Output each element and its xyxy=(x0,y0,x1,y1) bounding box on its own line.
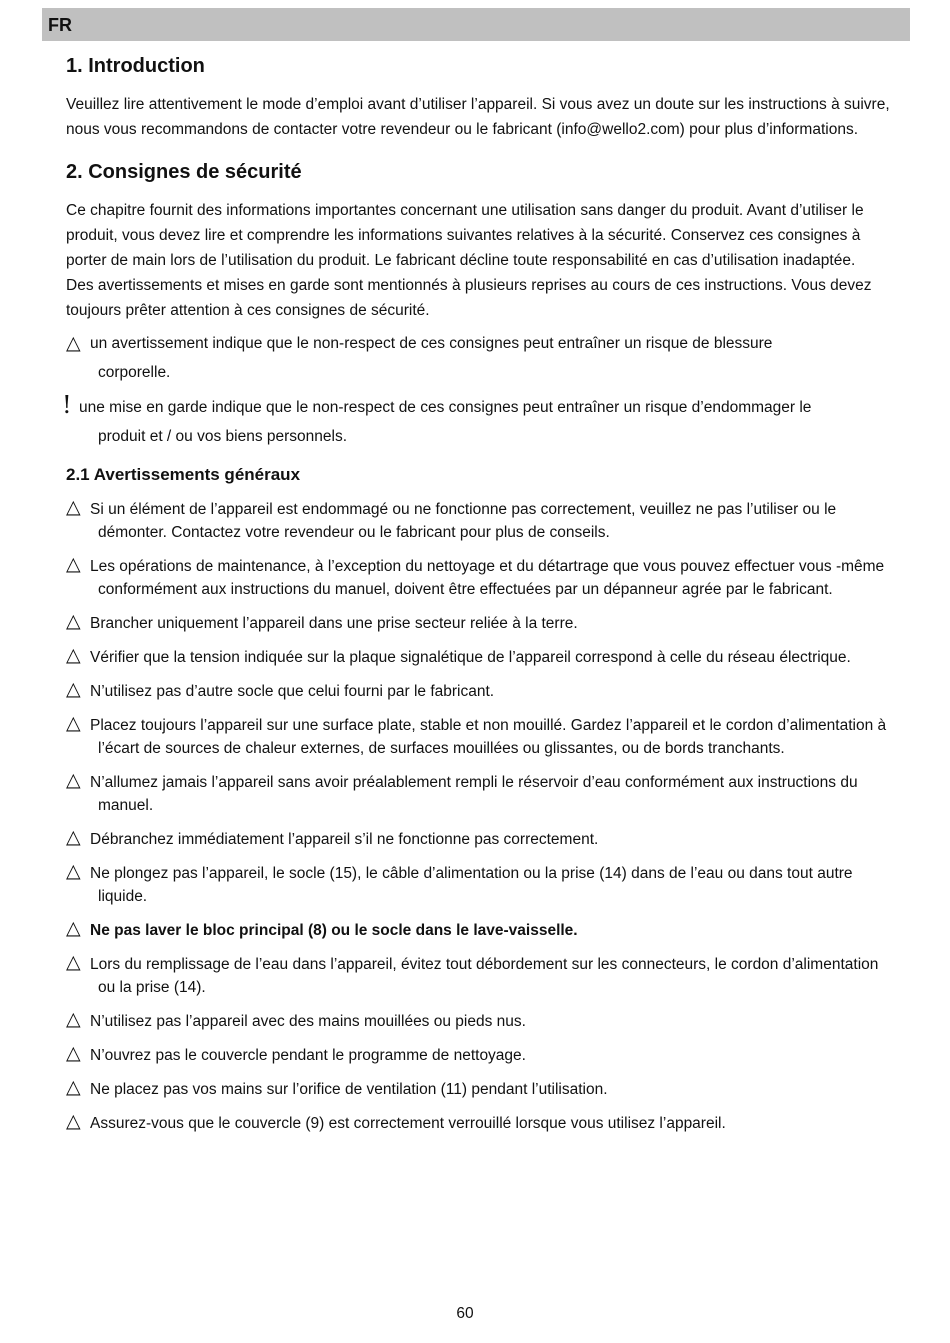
warning-triangle-icon: △ xyxy=(66,860,81,882)
warning-triangle-icon: △ xyxy=(66,1110,81,1132)
warning-item: △ N’utilisez pas l’appareil avec des mains mouillées ou pieds nus. xyxy=(66,1008,526,1030)
warning-item: △ Lors du remplissage de l’eau dans l’appareil, évitez tout débordement sur les connecteurs, le cordon d’alimentation ou la prise (14). xyxy=(66,951,879,996)
warning-item: △ Les opérations de maintenance, à l’exception du nettoyage et du détartrage que vous pouvez effectuer vous -même conformément aux instructions du manuel, doivent être effectuées par un dépanneur agrée par le fabricant. xyxy=(66,553,885,598)
legend-caution xyxy=(62,391,890,451)
warning-item: △ Placez toujours l’appareil sur une surface plate, stable et non mouillé. Gardez l’appareil et le cordon d’alimentation à l’écart de sources de chaleur externes, de surfaces mouillées ou glissantes, ou de bords tranchants. xyxy=(66,712,887,757)
warning-item: △ Assurez-vous que le couvercle (9) est correctement verrouillé lorsque vous utilisez l’appareil. xyxy=(66,1110,726,1132)
safety-paragraph-1: Ce chapitre fournit des informations importantes concernant une utilisation sans danger du produit. Avant d’utiliser le produit, vous devez lire et comprendre les informations suivantes relatives à la sécurité. Conservez ces consignes à porter de main lors de l’utilisation du produit. Le fabricant décline toute responsabilité en cas d’utilisation inadaptée. xyxy=(66,202,864,269)
warning-triangle-icon: △ xyxy=(66,712,81,734)
language-code: FR xyxy=(48,15,72,35)
warning-item: △ N’ouvrez pas le couvercle pendant le programme de nettoyage. xyxy=(66,1042,526,1064)
safety-heading: 2. Consignes de sécurité xyxy=(66,161,302,183)
warning-item: △ N’utilisez pas d’autre socle que celui fourni par le fabricant. xyxy=(66,678,495,700)
warning-item: △ Ne placez pas vos mains sur l’orifice de ventilation (11) pendant l’utilisation. xyxy=(66,1076,608,1098)
legend-caution-line1: une mise en garde indique que le non-respect de ces consignes peut entraîner un risque d’endommager le xyxy=(79,399,812,416)
general-warnings-heading: 2.1 Avertissements généraux xyxy=(66,465,301,484)
general-warnings-list xyxy=(66,498,890,1135)
warning-triangle-icon: △ xyxy=(66,496,81,518)
warning-triangle-icon: △ xyxy=(66,1042,81,1064)
intro-heading: 1. Introduction xyxy=(66,55,205,77)
warning-item: △ N’allumez jamais l’appareil sans avoir préalablement rempli le réservoir d’eau conformément aux instructions du manuel. xyxy=(66,769,858,814)
legend-warning-line2: corporelle. xyxy=(98,364,171,381)
warning-triangle-icon: △ xyxy=(66,769,81,791)
warning-triangle-icon: △ xyxy=(66,332,81,354)
warning-triangle-icon: △ xyxy=(66,1076,81,1098)
warning-item: △ Si un élément de l’appareil est endommagé ou ne fonctionne pas correctement, veuillez ne pas l’utiliser ou le démonter. Contactez votre revendeur ou le fabricant pour plus de conseils. xyxy=(66,496,837,541)
warning-item: △ Débranchez immédiatement l’appareil s’il ne fonctionne pas correctement. xyxy=(66,826,599,848)
warning-item-bold: △ Ne pas laver le bloc principal (8) ou le socle dans le lave-vaisselle. xyxy=(66,917,578,939)
warning-triangle-icon: △ xyxy=(66,1008,81,1030)
safety-paragraph-2: Des avertissements et mises en garde sont mentionnés à plusieurs reprises au cours de ces instructions. Vous devez toujours prêter attention à ces consignes de sécurité. xyxy=(66,277,872,319)
exclamation-icon: ! xyxy=(62,391,72,419)
language-header-bar xyxy=(42,8,910,41)
warning-triangle-icon: △ xyxy=(66,826,81,848)
warning-triangle-icon: △ xyxy=(66,951,81,973)
warning-item: △ Brancher uniquement l’appareil dans une prise secteur reliée à la terre. xyxy=(66,610,578,632)
page-number: 60 xyxy=(456,1305,474,1322)
page-content xyxy=(62,52,890,1135)
warning-triangle-icon: △ xyxy=(66,553,81,575)
warning-triangle-icon: △ xyxy=(66,610,81,632)
warning-item: △ Vérifier que la tension indiquée sur la plaque signalétique de l’appareil correspond à celle du réseau électrique. xyxy=(66,644,851,666)
legend-warning xyxy=(66,329,890,387)
warning-triangle-icon: △ xyxy=(66,917,81,939)
warning-triangle-icon: △ xyxy=(66,678,81,700)
legend-caution-line2: produit et / ou vos biens personnels. xyxy=(98,428,348,445)
warning-triangle-icon: △ xyxy=(66,644,81,666)
legend-warning-line1: un avertissement indique que le non-respect de ces consignes peut entraîner un risque de blessure xyxy=(90,335,773,352)
warning-item: △ Ne plongez pas l’appareil, le socle (15), le câble d’alimentation ou la prise (14) dans de l’eau ou dans tout autre liquide. xyxy=(66,860,853,905)
intro-paragraph: Veuillez lire attentivement le mode d’emploi avant d’utiliser l’appareil. Si vous avez un doute sur les instructions à suivre, nous vous recommandons de contacter votre revendeur ou le fabricant (info@wello2.com) pour plus d’informations. xyxy=(66,96,890,138)
